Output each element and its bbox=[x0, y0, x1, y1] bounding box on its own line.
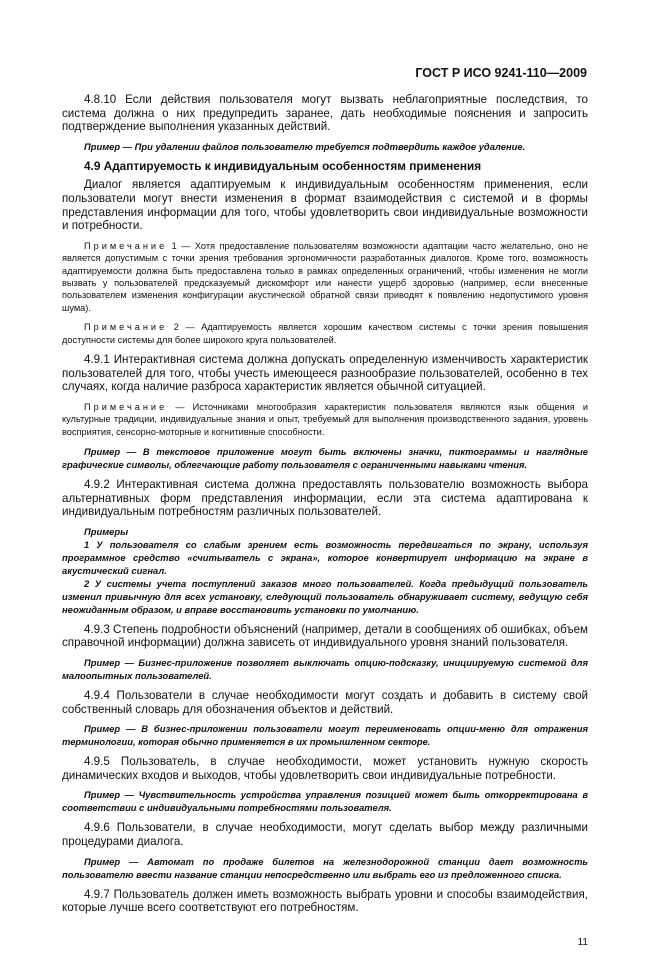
note-1 bbox=[62, 240, 588, 314]
clause-4-9-6: 4.9.6 Пользователи, в случае необходимости, могут сделать выбор между различными процедурами диалога. bbox=[62, 821, 588, 848]
paragraph-4-9: Диалог является адаптируемым к индивидуальным особенностям применения, если пользователи могут внести изменения в формат взаимодействия с системой и в формы представления информации для того, чтобы удовлетворить свои индивидуальные возможности и потребности. bbox=[62, 178, 588, 233]
note-text: — Хотя предоставление пользователям возможности адаптации часто желательно, оно не является допустимым с точки зрения требования эргономичности разработанных диалогов. Кроме того, возможность адаптируемости должна быть предоставлена только в рамках определенных ограничений, чтобы изменения не могли вызвать у пользователей предсказуемый дискомфорт или нанести ущерб здоровью (например, если внесенные пользователем изменения конфигурации акустической обратной связи приводят к появлению недопустимого уровня шума). bbox=[62, 240, 588, 313]
clause-4-9-7: 4.9.7 Пользователь должен иметь возможность выбрать уровни и способы взаимодействия, которые лучше всего соответствуют его потребностям. bbox=[62, 887, 588, 915]
example-item-2: 2 У системы учета поступлений заказов много пользователей. Когда предыдущий пользователь изменил привычную для всех установку, следующий пользователь обнаруживает систему, ведущую себя неожиданным образом, и вправе восстановить установки по умолчанию. bbox=[62, 577, 588, 615]
note-2 bbox=[62, 321, 588, 346]
section-heading-4-9: 4.9 Адаптируемость к индивидуальным особенностям применения bbox=[84, 158, 482, 173]
note-label: Примечание bbox=[84, 240, 168, 251]
note-text: — Адаптируемость является хорошим качеством системы с точки зрения повышения доступности системы для более широкого круга пользователей. bbox=[62, 322, 588, 345]
example-4-9-1: Пример — В текстовое приложение могут быть включены значки, пиктограммы и наглядные графические символы, облегчающие работу пользователя с ограниченными навыками чтения. bbox=[62, 446, 588, 470]
note-3 bbox=[62, 401, 588, 438]
note-label: Примечание bbox=[84, 401, 168, 412]
page-number: 11 bbox=[577, 936, 588, 948]
example-item-1: 1 У пользователя со слабым зрением есть возможность передвигаться по экрану, используя программное средство «считыватель с экрана», которое конвертирует информацию на экране в акустический сигнал. bbox=[62, 538, 588, 576]
examples-4-9-2 bbox=[62, 525, 588, 616]
example-4-8-10: Пример — При удалении файлов пользователю требуется подтвердить каждое удаление. bbox=[84, 140, 526, 152]
examples-title: Примеры bbox=[84, 525, 129, 537]
note-number: 1 bbox=[171, 240, 177, 251]
note-number: 2 bbox=[173, 322, 179, 333]
example-4-9-5: Пример — Чувствительность устройства управления позицией может быть откорректирована в соответствии с индивидуальными потребностями пользователя. bbox=[62, 789, 588, 814]
clause-4-9-1: 4.9.1 Интерактивная система должна допускать определенную изменчивость характеристик пользователей для того, чтобы учесть имеющееся разнообразие пользователей, особенно в тех случаях, когда наличие разброса характеристик является обычной ситуацией. bbox=[62, 353, 588, 394]
note-label: Примечание bbox=[84, 322, 168, 333]
example-4-9-6: Пример — Автомат по продаже билетов на железнодорожной станции дает возможность пользователю ввести название станции непосредственно или выбрать его из предложенного списка. bbox=[62, 855, 588, 880]
example-4-9-4: Пример — В бизнес-приложении пользователи могут переименовать опции-меню для отражения терминологии, которая обычно применяется в их промышленном секторе. bbox=[62, 723, 588, 748]
clause-4-9-3: 4.9.3 Степень подробности объяснений (например, детали в сообщениях об ошибках, объем справочной информации) должна зависеть от индивидуального уровня знаний пользователя. bbox=[62, 622, 588, 650]
clause-4-8-10: 4.8.10 Если действия пользователя могут вызвать неблагоприятные последствия, то система должна о них предупредить заранее, дать необходимые пояснения и запросить подтверждение выполнения указанных действий. bbox=[62, 93, 588, 134]
document-header: ГОСТ Р ИСО 9241-110—2009 bbox=[415, 66, 587, 80]
note-text: — Источниками многообразия характеристик пользователя являются язык общения и культурные традиции, индивидуальные знания и опыт, требуемый для выполнения производственного задания, уровень восприятия, сенсорно-моторные и когнитивные способности. bbox=[62, 401, 589, 437]
clause-4-9-4: 4.9.4 Пользователи в случае необходимости могут создать и добавить в систему свой собственный словарь для обозначения объектов и действий. bbox=[62, 688, 588, 716]
clause-4-9-2: 4.9.2 Интерактивная система должна предоставлять пользователю возможность выбора альтернативных форм представления информации, если эта система адаптирована к индивидуальным потребностям различных пользователей. bbox=[62, 478, 588, 519]
example-4-9-3: Пример — Бизнес-приложение позволяет выключать опцию-подсказку, инициируемую системой для малоопытных пользователей. bbox=[62, 656, 588, 681]
clause-4-9-5: 4.9.5 Пользователь, в случае необходимости, может установить нужную скорость динамических входов и выходов, чтобы удовлетворить свои индивидуальные потребности. bbox=[62, 755, 588, 782]
